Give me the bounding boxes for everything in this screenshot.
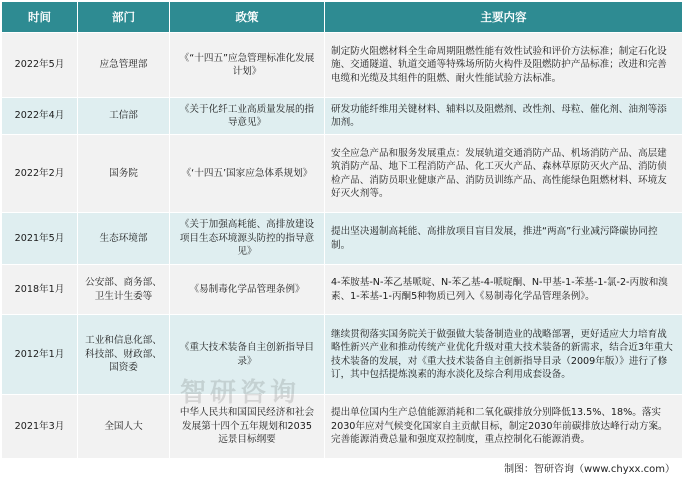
cell-time: 2022年2月 [2, 135, 78, 213]
cell-content: 研发功能纤维用关键材料、辅料以及阻燃剂、改性剂、母粒、催化剂、油剂等添加剂。 [325, 98, 683, 135]
source-note: 制图：智研咨询（www.chyxx.com） [504, 464, 675, 475]
cell-policy: 《易制毒化学品管理条例》 [170, 265, 325, 315]
cell-dept: 工信部 [78, 98, 170, 135]
cell-dept: 工业和信息化部、科技部、财政部、国资委 [78, 315, 170, 395]
policy-table [1, 1, 683, 459]
cell-dept: 国务院 [78, 135, 170, 213]
table-row [2, 98, 683, 135]
header-content: 主要内容 [325, 2, 683, 33]
cell-dept: 生态环境部 [78, 213, 170, 265]
header-time: 时间 [2, 2, 78, 33]
cell-dept: 应急管理部 [78, 33, 170, 98]
cell-policy: 《“十四五”应急管理标准化发展计划》 [170, 33, 325, 98]
cell-content: 提出单位国内生产总值能源消耗和二氧化碳排放分别降低13.5%、18%。落实2030年应对气候变化国家自主贡献目标，制定2030年前碳排放达峰行动方案。完善能源消费总量和强度双控制度，重点控制化石能源消费。 [325, 395, 683, 459]
table-row [2, 265, 683, 315]
cell-policy: 《‘十四五’国家应急体系规划》 [170, 135, 325, 213]
table-row [2, 395, 683, 459]
cell-time: 2021年5月 [2, 213, 78, 265]
cell-policy: 《重大技术装备自主创新指导目录》 [170, 315, 325, 395]
cell-dept: 全国人大 [78, 395, 170, 459]
cell-content: 继续贯彻落实国务院关于做强做大装备制造业的战略部署，更好适应大力培育战略性新兴产业和推动传统产业优化升级对重大技术装备的新需求，结合近3年重大技术装备的发展，对《重大技术装备自主创新指导目录（2009年版）》进行了修订，其中包括提炼溴素的海水淡化及综合利用成套设备。 [325, 315, 683, 395]
cell-content: 4-苯胺基-N-苯乙基哌啶、N-苯乙基-4-哌啶酮、N-甲基-1-苯基-1-氯-2-丙胺和溴素、1-苯基-1-丙酮5种物质已列入《易制毒化学品管理条例》。 [325, 265, 683, 315]
cell-time: 2021年3月 [2, 395, 78, 459]
table-row [2, 33, 683, 98]
header-dept: 部门 [78, 2, 170, 33]
cell-policy: 《关于化纤工业高质量发展的指导意见》 [170, 98, 325, 135]
cell-time: 2018年1月 [2, 265, 78, 315]
cell-policy: 《关于加强高耗能、高排放建设项目生态环境源头防控的指导意见》 [170, 213, 325, 265]
table-row [2, 135, 683, 213]
cell-content: 安全应急产品和服务发展重点：发展轨道交通消防产品、机场消防产品、高层建筑消防产品、地下工程消防产品、化工灭火产品、森林草原防灭火产品、消防侦检产品、消防员职业健康产品、消防员训练产品、高性能绿色阻燃材料、环境友好灭火剂等。 [325, 135, 683, 213]
cell-content: 提出坚决遏制高耗能、高排放项目盲目发展，推进“两高”行业减污降碳协同控制。 [325, 213, 683, 265]
table-row [2, 315, 683, 395]
table-row [2, 213, 683, 265]
cell-policy: 中华人民共和国国民经济和社会发展第十四个五年规划和2035远景目标纲要 [170, 395, 325, 459]
cell-time: 2012年1月 [2, 315, 78, 395]
cell-content: 制定防火阻燃材料全生命周期阻燃性能有效性试验和评价方法标准；制定石化设施、交通隧道、轨道交通等特殊场所防火构件及阻燃防护产品标准；改进和完善电缆和光缆及其组件的阻燃、耐火性能试验方法标准。 [325, 33, 683, 98]
header-policy: 政策 [170, 2, 325, 33]
cell-time: 2022年5月 [2, 33, 78, 98]
cell-time: 2022年4月 [2, 98, 78, 135]
cell-dept: 公安部、商务部、卫生计生委等 [78, 265, 170, 315]
header-row [2, 2, 683, 33]
